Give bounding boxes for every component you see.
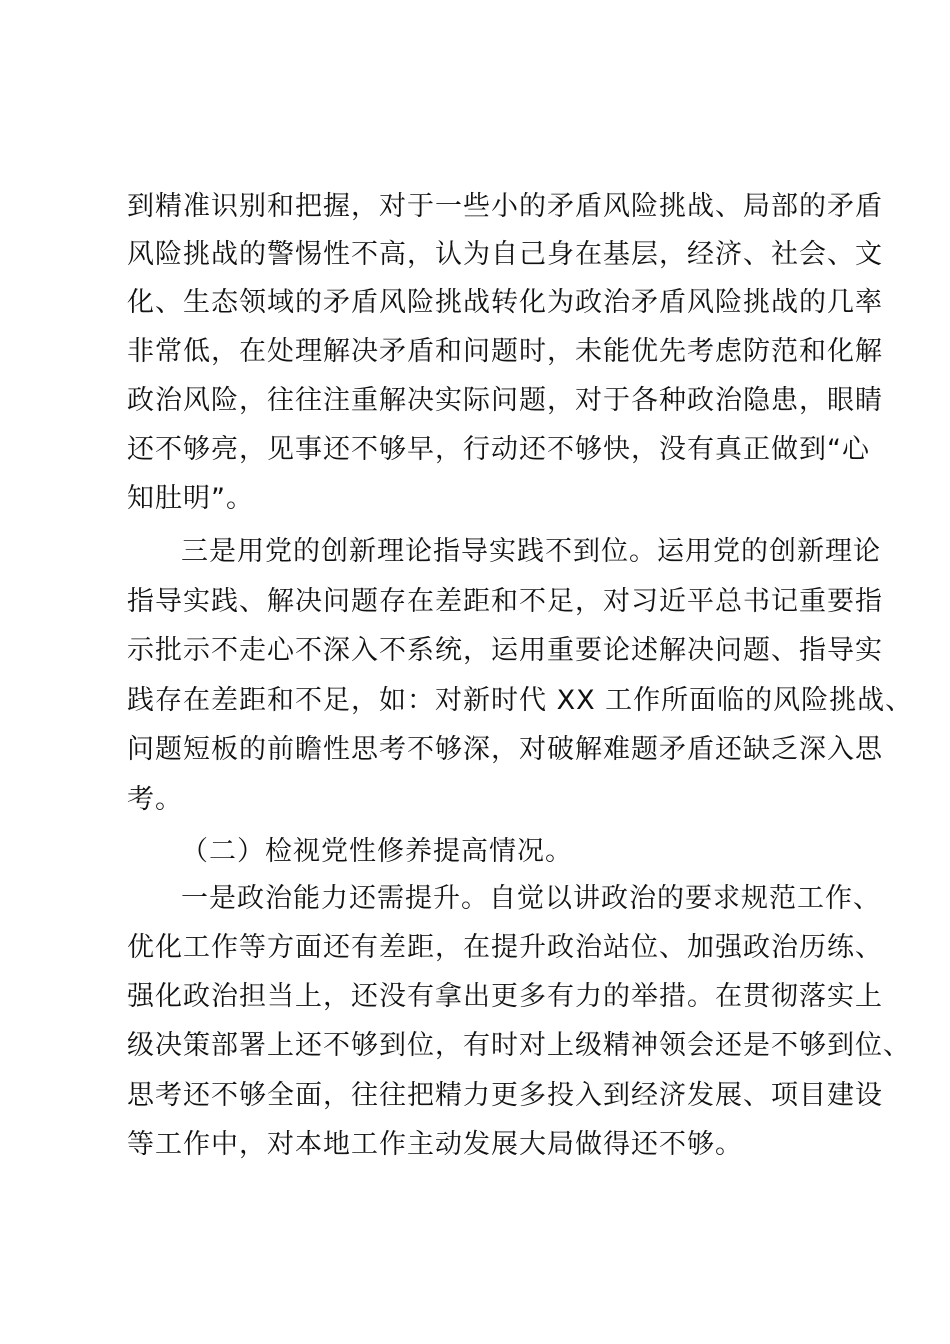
body-text-line: 问题短板的前瞻性思考不够深，对破解难题矛盾还缺乏深入思 [127,734,883,765]
body-text-line: 强化政治担当上，还没有拿出更多有力的举措。在贯彻落实上 [127,981,883,1012]
body-text-line: 示批示不走心不深入不系统，运用重要论述解决问题、指导实 [127,635,883,666]
body-text-line: 非常低，在处理解决矛盾和问题时，未能优先考虑防范和化解 [127,336,883,367]
body-text-line: 还不够亮，见事还不够早，行动还不够快，没有真正做到“心 [127,434,870,465]
section-heading: （二）检视党性修养提高情况。 [181,836,573,867]
body-text-line: 思考还不够全面，往往把精力更多投入到经济发展、项目建设 [127,1080,883,1111]
paragraph-heading-line: 一是政治能力还需提升。自觉以讲政治的要求规范工作、 [181,883,881,914]
body-text-line: 等工作中，对本地工作主动发展大局做得还不够。 [127,1129,743,1160]
body-text-line: 知肚明”。 [127,483,254,514]
body-text-line: 风险挑战的警惕性不高，认为自己身在基层，经济、社会、文 [127,239,883,270]
body-text-line: 优化工作等方面还有差距，在提升政治站位、加强政治历练、 [127,932,883,963]
body-text-line: 践存在差距和不足，如：对新时代 XX 工作所面临的风险挑战、 [127,685,914,716]
body-text-line: 指导实践、解决问题存在差距和不足，对习近平总书记重要指 [127,586,883,617]
paragraph-heading-line: 三是用党的创新理论指导实践不到位。运用党的创新理论 [181,536,881,567]
body-text-line: 到精准识别和把握，对于一些小的矛盾风险挑战、局部的矛盾 [127,191,883,222]
body-text-line: 级决策部署上还不够到位，有时对上级精神领会还是不够到位、 [127,1030,911,1061]
body-text-line: 政治风险，往往注重解决实际问题，对于各种政治隐患，眼睛 [127,385,883,416]
body-text-line: 化、生态领域的矛盾风险挑战转化为政治矛盾风险挑战的几率 [127,287,883,318]
body-text-line: 考。 [127,784,183,815]
